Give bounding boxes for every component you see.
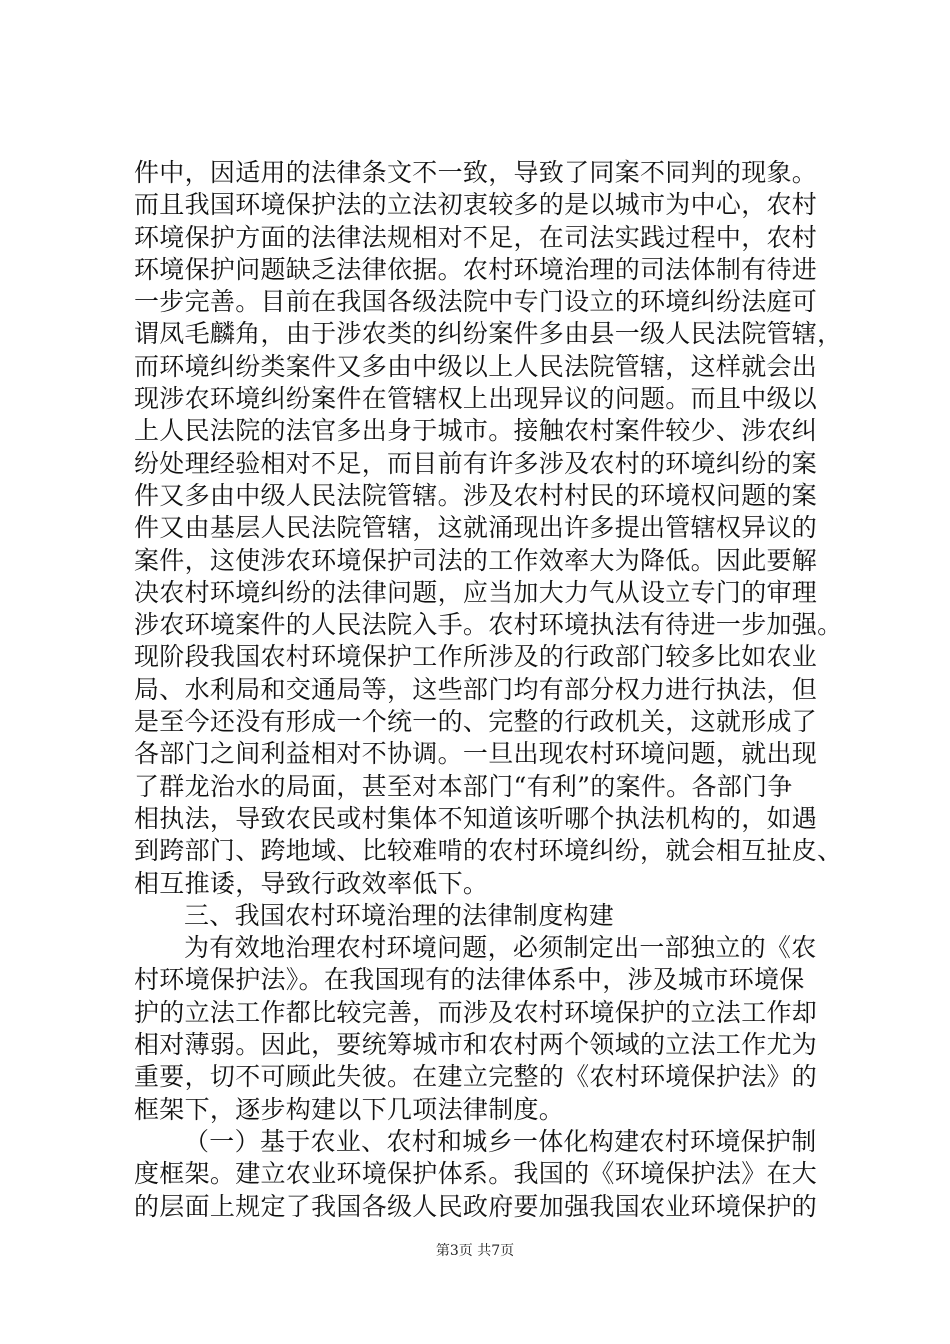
text-line: （一）基于农业、农村和城乡一体化构建农村环境保护制 xyxy=(184,1126,817,1156)
text-line: 而且我国环境保护法的立法初衷较多的是以城市为中心，农村 xyxy=(134,190,818,220)
text-line: 而环境纠纷类案件又多由中级以上人民法院管辖，这样就会出 xyxy=(134,351,818,381)
text-line: 案件，这使涉农环境保护司法的工作效率大为降低。因此要解 xyxy=(134,545,818,575)
text-line: 重要，切不可顾此失彼。在建立完整的《农村环境保护法》的 xyxy=(134,1062,818,1092)
text-line: 现阶段我国农村环境保护工作所涉及的行政部门较多比如农业 xyxy=(134,642,818,672)
text-line: 度框架。建立农业环境保护体系。我国的《环境保护法》在大 xyxy=(134,1159,818,1189)
text-line: 现涉农环境纠纷案件在管辖权上出现异议的问题。而且中级以 xyxy=(134,384,818,414)
text-line: 谓凤毛麟角，由于涉农类的纠纷案件多由县一级人民法院管辖， xyxy=(134,319,843,349)
text-line: 到跨部门、跨地域、比较难啃的农村环境纠纷，就会相互扯皮、 xyxy=(134,836,843,866)
text-line: 各部门之间利益相对不协调。一旦出现农村环境问题，就出现 xyxy=(134,739,818,769)
text-line: 纷处理经验相对不足，而目前有许多涉及农村的环境纠纷的案 xyxy=(134,448,818,478)
text-line: 相对薄弱。因此，要统筹城市和农村两个领域的立法工作尤为 xyxy=(134,1030,818,1060)
text-line: 一步完善。目前在我国各级法院中专门设立的环境纠纷法庭可 xyxy=(134,287,818,317)
body-text xyxy=(134,157,843,1223)
text-line: 决农村环境纠纷的法律问题，应当加大力气从设立专门的审理 xyxy=(134,577,818,607)
section-heading: 三、我国农村环境治理的法律制度构建 xyxy=(184,900,615,930)
text-line: 件又多由中级人民法院管辖。涉及农村村民的环境权问题的案 xyxy=(134,480,818,510)
text-line: 了群龙治水的局面，甚至对本部门“有利”的案件。各部门争 xyxy=(134,771,793,801)
text-line: 的层面上规定了我国各级人民政府要加强我国农业环境保护的 xyxy=(134,1191,818,1221)
text-line: 环境保护问题缺乏法律依据。农村环境治理的司法体制有待进 xyxy=(134,254,818,284)
text-line: 环境保护方面的法律法规相对不足，在司法实践过程中，农村 xyxy=(134,222,818,252)
text-line: 上人民法院的法官多出身于城市。接触农村案件较少、涉农纠 xyxy=(134,416,818,446)
text-line: 件中，因适用的法律条文不一致，导致了同案不同判的现象。 xyxy=(134,158,818,187)
text-line: 框架下，逐步构建以下几项法律制度。 xyxy=(134,1094,565,1124)
text-line: 局、水利局和交通局等，这些部门均有部分权力进行执法，但 xyxy=(134,674,818,704)
text-line: 为有效地治理农村环境问题，必须制定出一部独立的《农 xyxy=(184,933,817,963)
text-line: 村环境保护法》。在我国现有的法律体系中，涉及城市环境保 xyxy=(134,965,805,995)
text-line: 护的立法工作都比较完善，而涉及农村环境保护的立法工作却 xyxy=(134,997,818,1027)
text-line: 件又由基层人民法院管辖，这就涌现出许多提出管辖权异议的 xyxy=(134,513,818,543)
text-line: 相执法，导致农民或村集体不知道该听哪个执法机构的，如遇 xyxy=(134,803,818,833)
page-footer xyxy=(0,1240,950,1260)
text-line: 相互推诿，导致行政效率低下。 xyxy=(134,868,489,898)
page-number: 第3页 共7页 xyxy=(435,1243,515,1259)
text-line: 涉农环境案件的人民法院入手。农村环境执法有待进一步加强。 xyxy=(134,610,843,640)
text-line: 是至今还没有形成一个统一的、完整的行政机关，这就形成了 xyxy=(134,707,818,737)
